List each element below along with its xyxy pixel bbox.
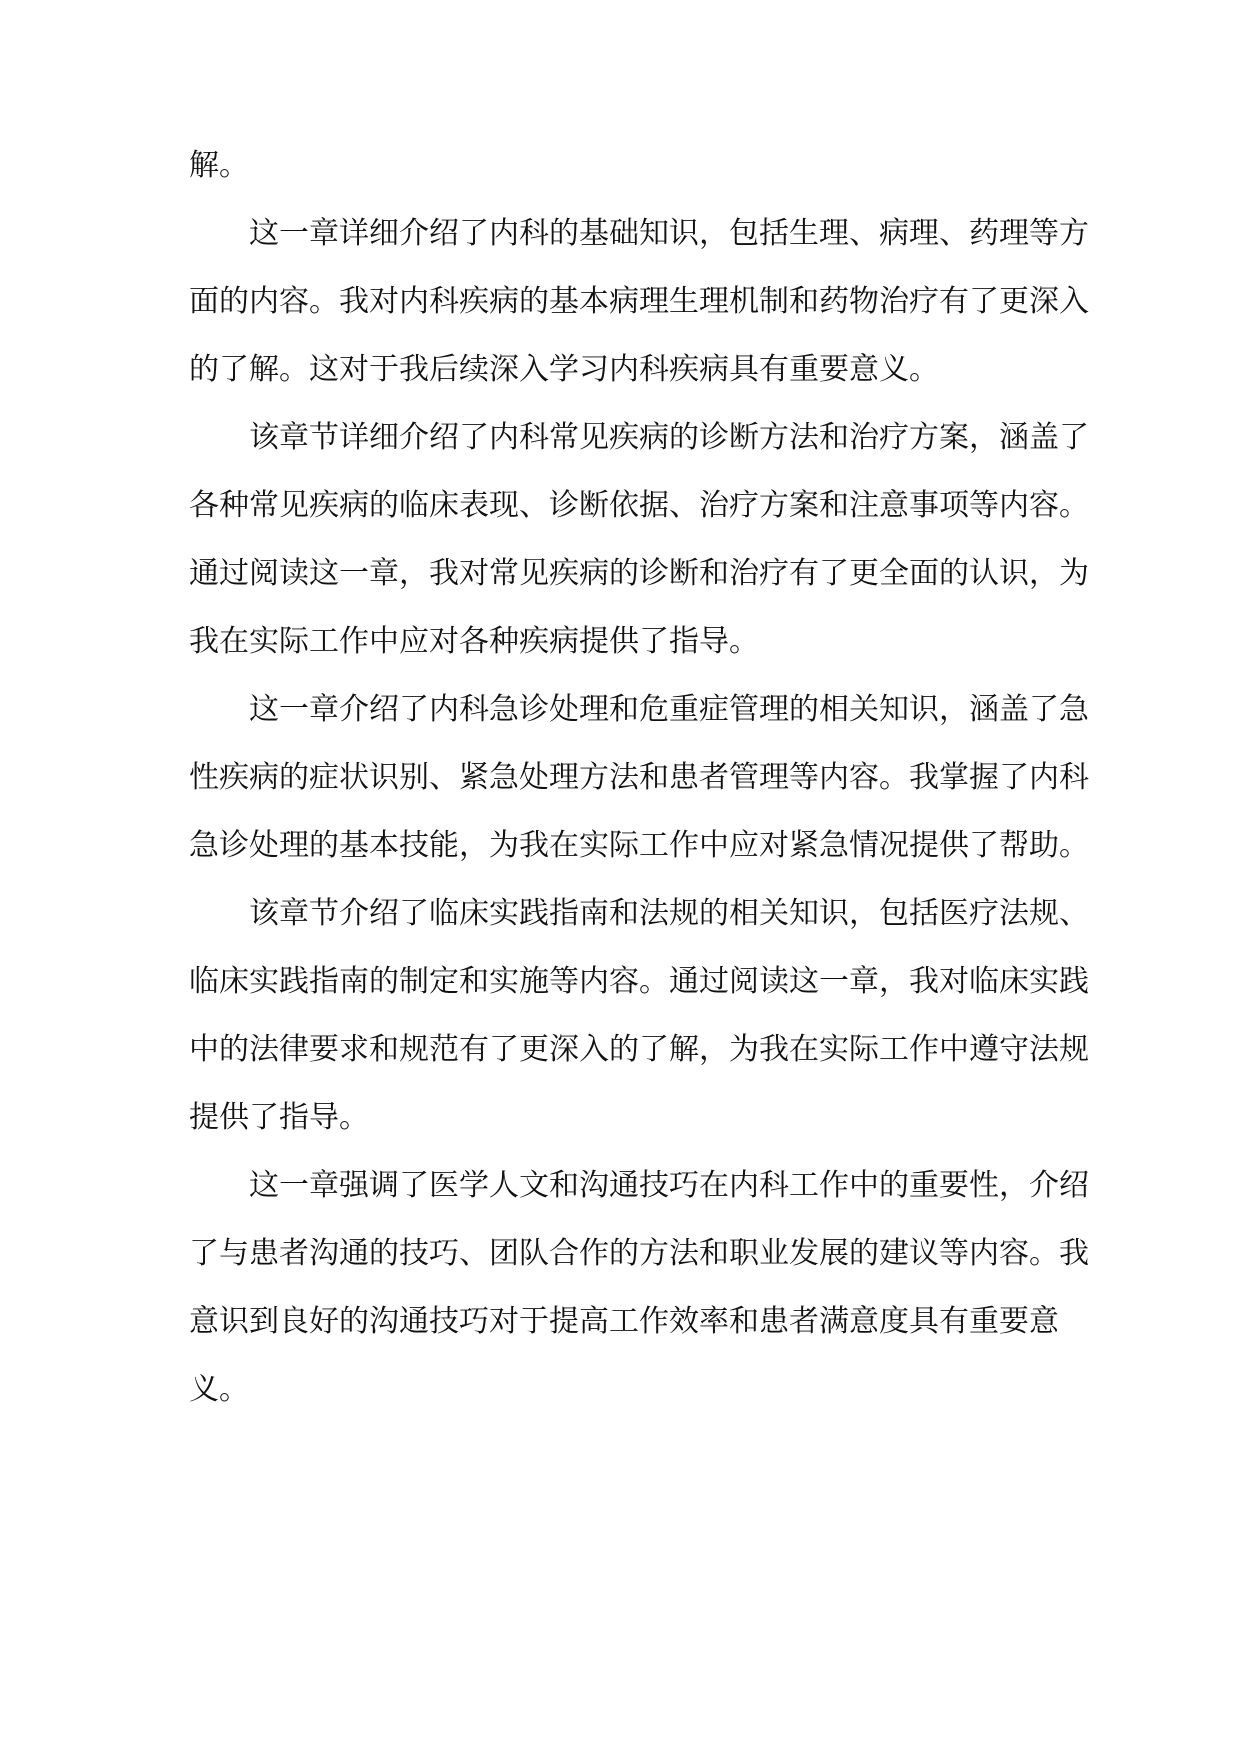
text-line: 了与患者沟通的技巧、团队合作的方法和职业发展的建议等内容。我 (189, 1236, 1089, 1271)
text-line: 我在实际工作中应对各种疾病提供了指导。 (189, 624, 759, 659)
text-line: 中的法律要求和规范有了更深入的了解，为我在实际工作中遵守法规 (189, 1032, 1089, 1067)
text-line: 的了解。这对于我后续深入学习内科疾病具有重要意义。 (189, 352, 939, 387)
paragraph-start-line: 这一章详细介绍了内科的基础知识，包括生理、病理、药理等方 (249, 216, 1089, 251)
text-line: 性疾病的症状识别、紧急处理方法和患者管理等内容。我掌握了内科 (189, 760, 1089, 795)
text-line: 义。 (189, 1372, 249, 1407)
body-text (189, 146, 1089, 1438)
text-line: 提供了指导。 (189, 1100, 369, 1135)
paragraph-start-line: 该章节介绍了临床实践指南和法规的相关知识，包括医疗法规、 (249, 896, 1089, 931)
text-line: 通过阅读这一章，我对常见疾病的诊断和治疗有了更全面的认识，为 (189, 556, 1089, 591)
text-line: 意识到良好的沟通技巧对于提高工作效率和患者满意度具有重要意 (189, 1304, 1059, 1339)
text-line: 面的内容。我对内科疾病的基本病理生理机制和药物治疗有了更深入 (189, 284, 1089, 319)
paragraph-start-line: 该章节详细介绍了内科常见疾病的诊断方法和治疗方案，涵盖了 (249, 420, 1089, 455)
paragraph-start-line: 这一章强调了医学人文和沟通技巧在内科工作中的重要性，介绍 (249, 1168, 1089, 1203)
text-line: 临床实践指南的制定和实施等内容。通过阅读这一章，我对临床实践 (189, 964, 1089, 999)
text-line: 急诊处理的基本技能，为我在实际工作中应对紧急情况提供了帮助。 (189, 828, 1089, 863)
paragraph-start-line: 这一章介绍了内科急诊处理和危重症管理的相关知识，涵盖了急 (249, 692, 1089, 727)
text-line: 各种常见疾病的临床表现、诊断依据、治疗方案和注意事项等内容。 (189, 488, 1089, 523)
text-line: 解。 (189, 148, 249, 183)
